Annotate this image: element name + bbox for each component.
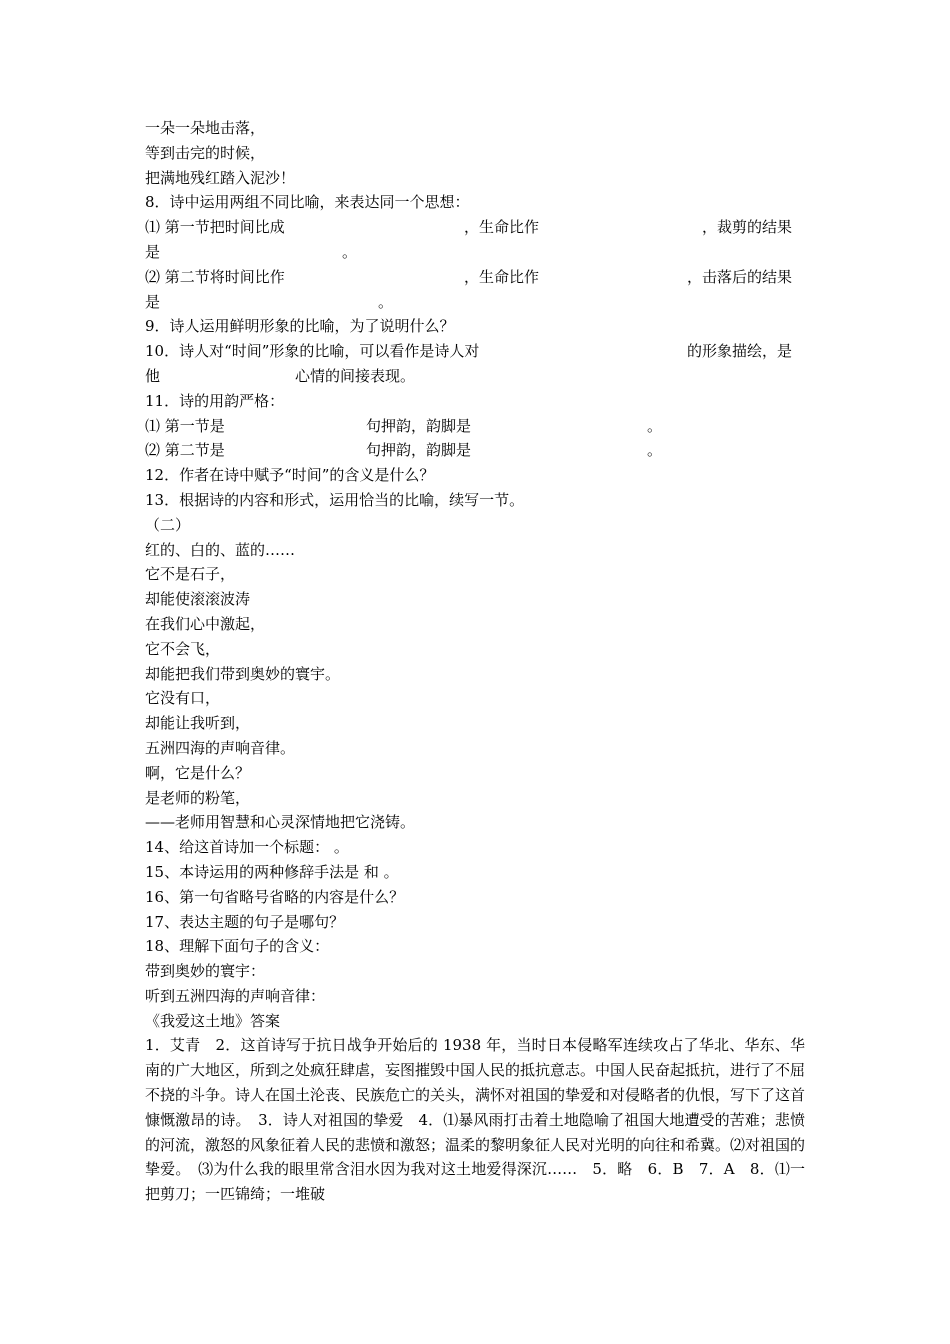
q8-p1-c: ，裁剪的结果 bbox=[702, 218, 793, 237]
poem-line: 在我们心中激起， bbox=[145, 614, 266, 633]
question-16: 16、第一句省略号省略的内容是什么？ bbox=[145, 887, 405, 906]
q11-r1-a: ⑴ 第一节是 bbox=[145, 416, 225, 435]
q8-p1-a: ⑴ 第一节把时间比成 bbox=[145, 218, 285, 237]
question-10 bbox=[145, 339, 805, 364]
question-18-item: 带到奥妙的寰宇： bbox=[145, 962, 266, 981]
question-12: 12．作者在诗中赋予“时间”的含义是什么？ bbox=[145, 466, 435, 485]
q10-a: 10．诗人对“时间”形象的比喻，可以看作是诗人对 bbox=[145, 342, 480, 361]
question-17: 17、表达主题的句子是哪句？ bbox=[145, 912, 345, 931]
question-11-part2 bbox=[145, 438, 805, 463]
poem-line: 红的、白的、蓝的…… bbox=[145, 540, 296, 559]
q10-c: 他 bbox=[145, 366, 161, 385]
poem-line: 五洲四海的声响音律。 bbox=[145, 738, 296, 757]
q11-r1-c: 。 bbox=[647, 416, 663, 435]
q8-p2-c: ，击落后的结果 bbox=[687, 267, 793, 286]
poem-line: 把满地残红踏入泥沙！ bbox=[145, 168, 296, 187]
poem-line: 它不会飞， bbox=[145, 639, 221, 658]
poem-line: 一朵一朵地击落， bbox=[145, 119, 266, 137]
q8-p2-d: 是 bbox=[145, 292, 161, 311]
question-8-part2 bbox=[145, 265, 805, 290]
question-9: 9．诗人运用鲜明形象的比喻，为了说明什么？ bbox=[145, 317, 455, 336]
q8-p1-d: 是 bbox=[145, 242, 161, 261]
q11-r1-b: 句押韵，韵脚是 bbox=[366, 416, 472, 435]
question-18-item: 听到五洲四海的声响音律： bbox=[145, 986, 326, 1005]
question-14: 14、给这首诗加一个标题： 。 bbox=[145, 838, 349, 857]
question-8-part1 bbox=[145, 215, 805, 240]
poem-line: 是老师的粉笔， bbox=[145, 788, 251, 807]
q11-r2-a: ⑵ 第二节是 bbox=[145, 441, 225, 460]
poem-line: 却能使滚滚波涛 bbox=[145, 590, 251, 609]
q8-p2-a: ⑵ 第二节将时间比作 bbox=[145, 267, 285, 286]
poem-line: 啊，它是什么？ bbox=[145, 763, 251, 782]
q11-r2-c: 。 bbox=[647, 441, 663, 460]
question-11-title: 11．诗的用韵严格： bbox=[145, 391, 285, 410]
q10-d: 心情的间接表现。 bbox=[295, 366, 416, 385]
q8-p1-b: ，生命比作 bbox=[464, 218, 540, 237]
answer-title: 《我爱这土地》答案 bbox=[145, 1011, 281, 1030]
q11-r2-b: 句押韵，韵脚是 bbox=[366, 441, 472, 460]
question-13: 13．根据诗的内容和形式，运用恰当的比喻，续写一节。 bbox=[145, 490, 525, 509]
question-15: 15、本诗运用的两种修辞手法是 和 。 bbox=[145, 862, 399, 881]
poem-line: 却能把我们带到奥妙的寰宇。 bbox=[145, 664, 341, 683]
poem-line: ——老师用智慧和心灵深情地把它浇铸。 bbox=[145, 813, 416, 832]
q10-b: 的形象描绘，是 bbox=[687, 342, 793, 361]
poem-line: 它不是石子， bbox=[145, 565, 236, 584]
question-18: 18、理解下面句子的含义： bbox=[145, 937, 330, 956]
q8-p2-b: ，生命比作 bbox=[464, 267, 540, 286]
question-8-title: 8．诗中运用两组不同比喻，来表达同一个思想： bbox=[145, 193, 470, 212]
poem-line: 等到击完的时候， bbox=[145, 143, 266, 162]
question-10-cont bbox=[145, 364, 805, 389]
q8-p2-e: 。 bbox=[378, 292, 394, 311]
section-heading: （二） bbox=[145, 515, 191, 534]
poem-line: 却能让我听到， bbox=[145, 714, 251, 733]
question-8-part2-cont bbox=[145, 290, 805, 315]
answer-body: 1．艾青 2．这首诗写于抗日战争开始后的 1938 年，当时日本侵略军连续攻占了华北、华东、华南的广大地区，所到之处疯狂肆虐，妄图摧毁中国人民的抵抗意志。中国人民奋起抵抗，进行了不屈不挠的斗争。诗人在国土沦丧、民族危亡的关头，满怀对祖国的挚爱和对侵略者的仇恨，写下了这首慷慨激昂的诗。 3．诗人对祖国的挚爱 4．⑴暴风雨打击着土地隐喻了祖国大地遭受的苦难；悲愤的河流，激怒的风象征着人民的悲愤和激怒；温柔的黎明象征人民对光明的向往和希冀。⑵对祖国的挚爱。 ⑶为什么我的眼里常含泪水因为我对这土地爱得深沉…… 5．略 6．B 7．A 8．⑴一把剪刀；一匹锦绮；一堆破 bbox=[145, 1036, 806, 1204]
document-page bbox=[145, 116, 805, 1207]
question-11-part1 bbox=[145, 414, 805, 439]
q8-p1-e: 。 bbox=[342, 242, 358, 261]
question-8-part1-cont bbox=[145, 240, 805, 265]
poem-line: 它没有口， bbox=[145, 689, 221, 708]
